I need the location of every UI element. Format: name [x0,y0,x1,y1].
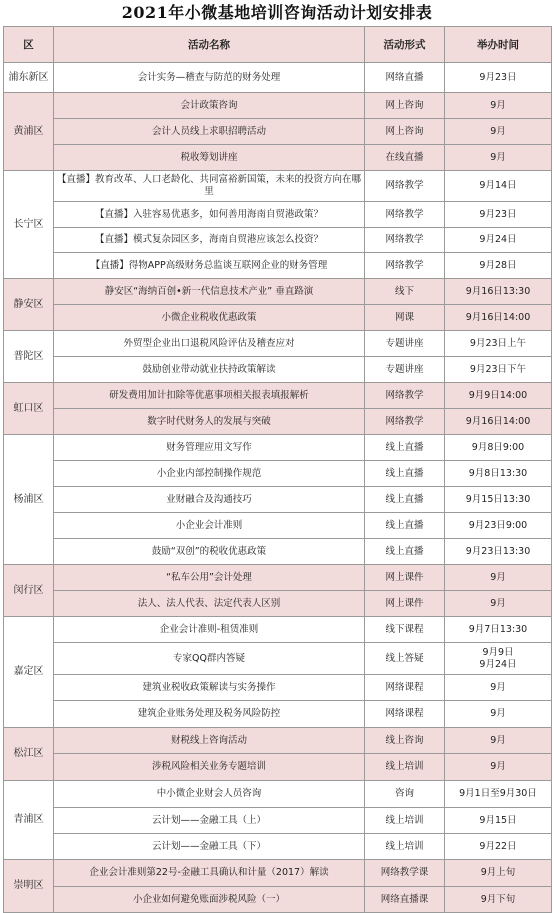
table-row [4,591,552,617]
district-cell: 浦东新区 [4,63,54,93]
activity-name-cell: 研发费用加计扣除等优惠事项相关报表填报解析 [54,383,365,409]
activity-name-cell: 云计划——金融工具（下） [54,834,365,860]
activity-form-cell: 网络直播课 [365,887,445,913]
time-cell: 9月16日14:00 [445,305,552,331]
activity-form-cell: 线上培训 [365,754,445,781]
time-cell: 9月7日13:30 [445,617,552,643]
time-cell: 9月22日 [445,834,552,860]
activity-form-cell: 咨询 [365,781,445,808]
table-row [4,754,552,781]
table-row [4,834,552,860]
activity-name-cell: 企业会计准则-租赁准则 [54,617,365,643]
time-cell: 9月 [445,119,552,145]
time-cell: 9月 [445,675,552,701]
activity-form-cell: 网络直播 [365,63,445,93]
activity-name-cell: 会计人员线上求职招聘活动 [54,119,365,145]
activity-name-cell: 【直播】教育改革、人口老龄化、共同富裕新国策，未来的投资方向在哪里 [54,171,365,202]
table-row [4,409,552,435]
activity-name-cell: 中小微企业财会人员咨询 [54,781,365,808]
time-cell: 9月28日 [445,253,552,279]
time-cell: 9月 [445,728,552,754]
activity-form-cell: 线上直播 [365,435,445,461]
activity-form-cell: 网络课程 [365,675,445,701]
activity-name-cell: 小微企业税收优惠政策 [54,305,365,331]
table-row [4,383,552,409]
activity-form-cell: 线上答疑 [365,643,445,675]
table-row [4,305,552,331]
time-cell: 9月 [445,565,552,591]
activity-form-cell: 线上直播 [365,513,445,539]
district-cell: 杨浦区 [4,435,54,565]
table-row [4,253,552,279]
activity-form-cell: 网络课程 [365,701,445,728]
activity-form-cell: 线下 [365,279,445,305]
activity-name-cell: 专家QQ群内答疑 [54,643,365,675]
activity-form-cell: 线上培训 [365,834,445,860]
time-cell: 9月1日至9月30日 [445,781,552,808]
header-district: 区 [4,27,54,63]
activity-form-cell: 网上课件 [365,591,445,617]
activity-form-cell: 网络教学课 [365,860,445,887]
activity-form-cell: 线上直播 [365,461,445,487]
activity-form-cell: 专题讲座 [365,357,445,383]
time-cell: 9月 [445,754,552,781]
district-cell: 闵行区 [4,565,54,617]
header-activity-name: 活动名称 [54,27,365,63]
time-cell: 9月14日 [445,171,552,202]
activity-name-cell: 静安区“海纳百创•新一代信息技术产业” 垂直路演 [54,279,365,305]
activity-name-cell: 涉税风险相关业务专题培训 [54,754,365,781]
table-header-row [4,27,552,63]
table-row [4,860,552,887]
table-row [4,617,552,643]
activity-name-cell: 【直播】入驻容易优惠多，如何善用海南自贸港政策？ [54,202,365,228]
district-cell: 虹口区 [4,383,54,435]
activity-name-cell: 会计政策咨询 [54,93,365,119]
activity-name-cell: 税收筹划讲座 [54,145,365,171]
activity-name-cell: 财税线上咨询活动 [54,728,365,754]
activity-form-cell: 线下课程 [365,617,445,643]
activity-form-cell: 网络教学 [365,228,445,253]
activity-form-cell: 网络教学 [365,202,445,228]
activity-name-cell: 会计实务—稽查与防范的财务处理 [54,63,365,93]
activity-form-cell: 网络教学 [365,171,445,202]
activity-name-cell: 法人、法人代表、法定代表人区别 [54,591,365,617]
activity-form-cell: 线上咨询 [365,728,445,754]
table-body [4,63,552,913]
activity-form-cell: 线上培训 [365,808,445,834]
table-row [4,202,552,228]
time-cell: 9月 [445,701,552,728]
district-cell: 松江区 [4,728,54,781]
table-row [4,643,552,675]
table-row [4,171,552,202]
activity-form-cell: 网上课件 [365,565,445,591]
time-cell: 9月 [445,93,552,119]
time-line: 9月9日 [482,646,514,658]
time-cell: 9月 [445,145,552,171]
table-row [4,331,552,357]
table-row [4,461,552,487]
time-cell [445,643,552,675]
time-cell: 9月23日13:30 [445,539,552,565]
table-row [4,513,552,539]
time-cell: 9月上旬 [445,860,552,887]
time-cell: 9月下旬 [445,887,552,913]
district-cell: 青浦区 [4,781,54,860]
district-cell: 静安区 [4,279,54,331]
district-cell: 黄浦区 [4,93,54,171]
activity-name-cell: 云计划——金融工具（上） [54,808,365,834]
activity-name-cell: 建筑企业账务处理及税务风险防控 [54,701,365,728]
header-time: 举办时间 [445,27,552,63]
activity-name-cell: 【直播】模式复杂园区多，海南自贸港应该怎么投资？ [54,228,365,253]
activity-form-cell: 网络教学 [365,409,445,435]
schedule-table [3,26,552,913]
time-cell: 9月23日下午 [445,357,552,383]
table-row [4,701,552,728]
activity-name-cell: 业财融合及沟通技巧 [54,487,365,513]
time-cell: 9月23日 [445,202,552,228]
district-cell: 嘉定区 [4,617,54,728]
activity-form-cell: 网上咨询 [365,119,445,145]
district-cell: 崇明区 [4,860,54,913]
activity-form-cell: 网课 [365,305,445,331]
activity-form-cell: 专题讲座 [365,331,445,357]
activity-name-cell: 小企业内部控制操作规范 [54,461,365,487]
time-cell: 9月23日 [445,63,552,93]
activity-form-cell: 网上咨询 [365,93,445,119]
page-title: 2021年小微基地培训咨询活动计划安排表 [121,3,433,22]
activity-form-cell: 线上直播 [365,487,445,513]
time-cell: 9月8日9:00 [445,435,552,461]
table-row [4,487,552,513]
time-cell: 9月 [445,591,552,617]
table-row [4,93,552,119]
time-cell: 9月9日14:00 [445,383,552,409]
header-activity-form: 活动形式 [365,27,445,63]
activity-name-cell: 鼓励创业带动就业扶持政策解读 [54,357,365,383]
table-row [4,357,552,383]
activity-form-cell: 线上直播 [365,539,445,565]
activity-name-cell: 财务管理应用文写作 [54,435,365,461]
activity-form-cell: 网络教学 [365,383,445,409]
table-row [4,675,552,701]
activity-name-cell: 小企业如何避免账面涉税风险（一） [54,887,365,913]
table-row [4,228,552,253]
time-cell: 9月23日上午 [445,331,552,357]
table-row [4,145,552,171]
time-cell: 9月8日13:30 [445,461,552,487]
time-cell: 9月15日 [445,808,552,834]
table-row [4,539,552,565]
activity-name-cell: 鼓励“双创”的税收优惠政策 [54,539,365,565]
activity-name-cell: “私车公用”会计处理 [54,565,365,591]
activity-name-cell: 【直播】得物APP高级财务总监谈互联网企业的财务管理 [54,253,365,279]
table-row [4,728,552,754]
time-cell: 9月16日13:30 [445,279,552,305]
activity-name-cell: 建筑业税收政策解读与实务操作 [54,675,365,701]
activity-name-cell: 企业会计准则第22号-金融工具确认和计量（2017）解读 [54,860,365,887]
table-row [4,781,552,808]
table-row [4,808,552,834]
time-line: 9月24日 [479,658,517,670]
table-row [4,565,552,591]
activity-name-cell: 小企业会计准则 [54,513,365,539]
table-row [4,119,552,145]
activity-form-cell: 网络教学 [365,253,445,279]
district-cell: 普陀区 [4,331,54,383]
district-cell: 长宁区 [4,171,54,279]
activity-form-cell: 在线直播 [365,145,445,171]
activity-name-cell: 数字时代财务人的发展与突破 [54,409,365,435]
activity-name-cell: 外贸型企业出口退税风险评估及稽查应对 [54,331,365,357]
time-cell: 9月15日13:30 [445,487,552,513]
table-row [4,279,552,305]
time-cell: 9月24日 [445,228,552,253]
table-row [4,63,552,93]
time-cell: 9月23日9:00 [445,513,552,539]
table-row [4,887,552,913]
time-cell: 9月16日14:00 [445,409,552,435]
table-row [4,435,552,461]
